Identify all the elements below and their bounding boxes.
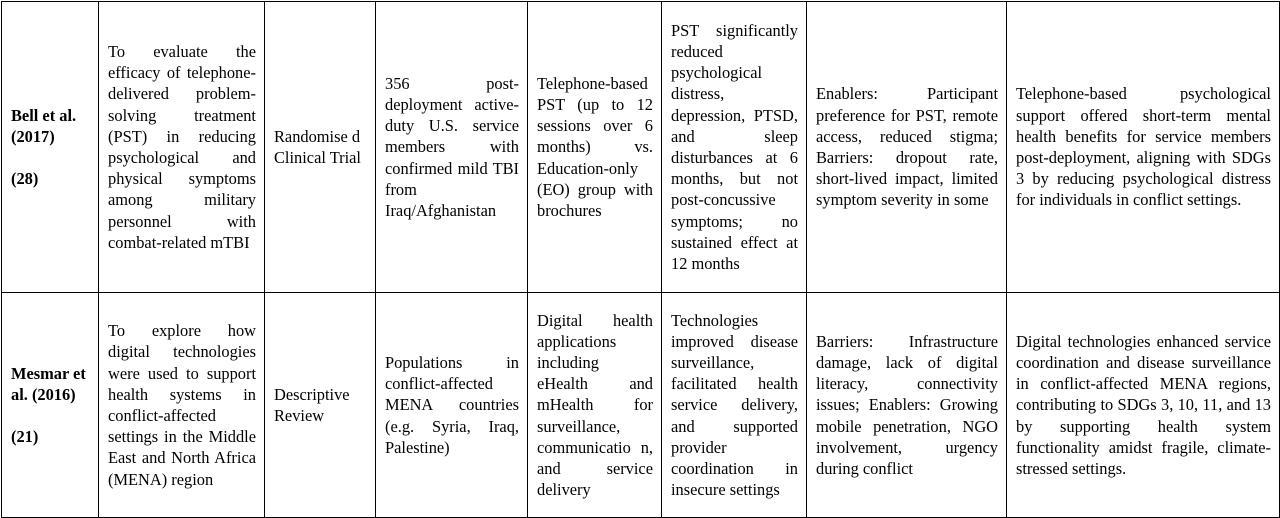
design-cell [265, 293, 376, 518]
study-cell [2, 2, 99, 293]
table-row [2, 2, 1280, 293]
implications-text: Telephone-based psychological support offered short-term mental health benefits for service members post-deployment, aligning with SDGs 3 by reducing psychological distress for individuals in conflict settings. [1016, 84, 1271, 210]
implications-cell [1007, 2, 1280, 293]
factors-text: Enablers: Participant preference for PST, remote access, reduced stigma; Barriers: dropout rate, short-lived impact, limited symptom severity in some [816, 84, 998, 210]
implications-text: Digital technologies enhanced service coordination and disease surveillance in conflict-affected MENA regions, contributing to SDGs 3, 10, 11, and 13 by supporting health system functionality amidst fragile, climate-stressed settings. [1016, 331, 1271, 478]
table-row [2, 293, 1280, 518]
outcomes-cell [662, 293, 807, 518]
population-text: Populations in conflict-affected MENA countries (e.g. Syria, Iraq, Palestine) [385, 352, 519, 457]
outcomes-text: Technologies improved disease surveillance, facilitated health service delivery, and supported provider coordination in insecure settings [671, 310, 798, 500]
factors-cell [807, 2, 1007, 293]
intervention-cell [528, 2, 662, 293]
population-cell [376, 2, 528, 293]
intervention-cell [528, 293, 662, 518]
intervention-text: Digital health applications including eHealth and mHealth for surveillance, communicatio n, and service delivery [537, 310, 653, 500]
population-text: 356 post-deployment active-duty U.S. service members with confirmed mild TBI from Iraq/Afghanistan [385, 73, 519, 220]
design-text: Randomise d Clinical Trial [274, 126, 361, 167]
design-text: Descriptive Review [274, 384, 350, 425]
study-name: Bell et al. (2017) [11, 105, 77, 146]
factors-text: Barriers: Infrastructure damage, lack of digital literacy, connectivity issues; Enablers: Growing mobile penetration, NGO involvement, urgency during conflict [816, 331, 998, 478]
study-name: Mesmar et al. (2016) [11, 363, 86, 404]
study-cell [2, 293, 99, 518]
factors-cell [807, 293, 1007, 518]
study-reference: (28) [11, 169, 39, 189]
study-reference: (21) [11, 427, 39, 447]
studies-table [1, 1, 1280, 518]
aim-text: To evaluate the efficacy of telephone-delivered problem-solving treatment (PST) in reducing psychological and physical symptoms among military personnel with combat-related mTBI [108, 41, 256, 252]
population-cell [376, 293, 528, 518]
aim-text: To explore how digital technologies were used to support health systems in conflict-affected settings in the Middle East and North Africa (MENA) region [108, 321, 256, 489]
design-cell [265, 2, 376, 293]
aim-cell [99, 293, 265, 518]
outcomes-cell [662, 2, 807, 293]
implications-cell [1007, 293, 1280, 518]
aim-cell [99, 2, 265, 293]
outcomes-text: PST significantly reduced psychological distress, depression, PTSD, and sleep disturbances at 6 months, but not post-concussive symptoms; no sustained effect at 12 months [671, 20, 798, 274]
intervention-text: Telephone-based PST (up to 12 sessions over 6 months) vs. Education-only (EO) group with brochures [537, 73, 653, 220]
